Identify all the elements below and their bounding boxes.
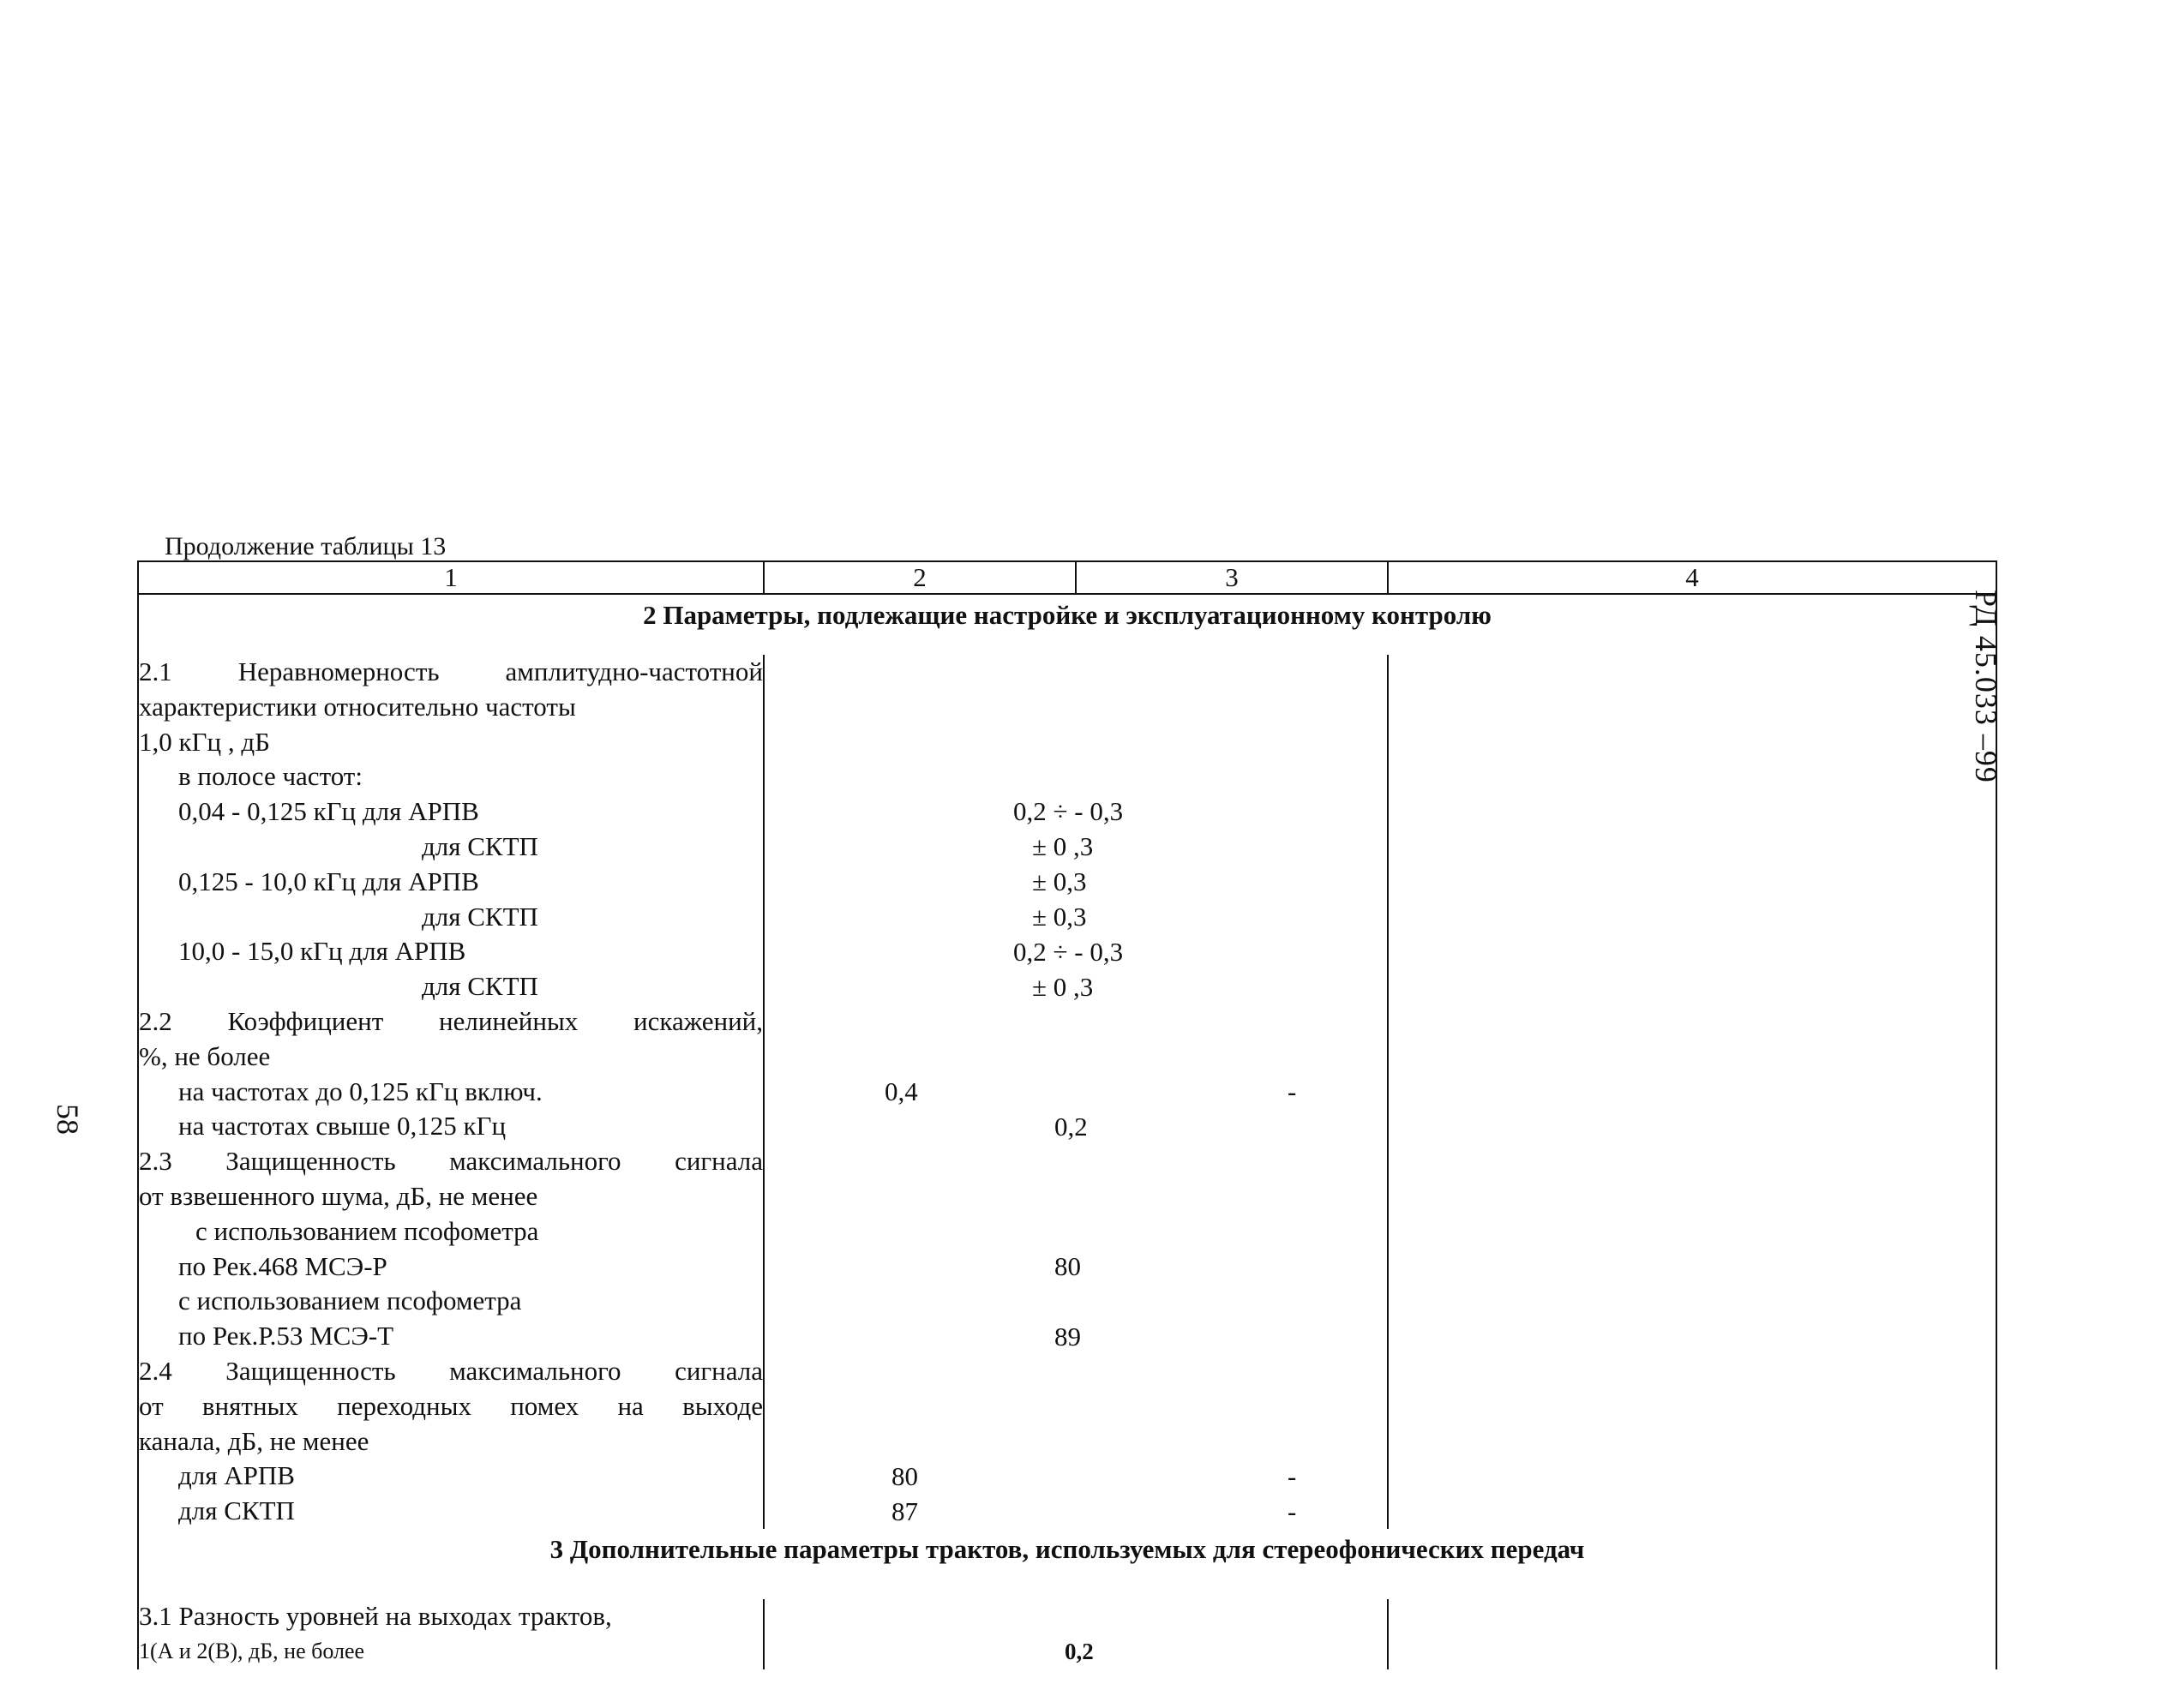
param-line: характеристики относительно частоты [139,691,576,722]
values-area [765,1599,1387,1669]
param-line: по Рек.Р.53 МСЭ-Т [178,1321,394,1351]
value-cell: ± 0,3 [1032,902,1087,932]
section-2-header-row [138,594,1996,655]
section-3-header-row [138,1529,1996,1599]
param-line: для СКТП [422,830,538,861]
param-line: %, не более [139,1040,271,1071]
param-line: с использованием псофометра [195,1215,539,1246]
notes-column [1388,655,1996,1529]
param-line: по Рек.468 МСЭ-Р [178,1250,387,1281]
param-line: 1,0 кГц , дБ [139,726,270,757]
values-area [765,655,1387,1529]
param-line: 3.1 Разность уровней на выходах трактов, [139,1601,612,1631]
value-cell: - [1288,1461,1297,1491]
column-number-3: 3 [1076,561,1388,594]
param-line: 2.4 Защищенность максимального сигнала [139,1355,763,1386]
column-number-2: 2 [764,561,1076,594]
param-line: на частотах свыше 0,125 кГц [178,1111,507,1142]
param-line: 0,125 - 10,0 кГц для АРПВ [178,866,479,896]
section-3-body-row [138,1599,1996,1669]
param-line: 10,0 - 15,0 кГц для АРПВ [178,936,466,967]
value-cell: ± 0 ,3 [1032,972,1094,1002]
value-cell: 80 [891,1461,918,1491]
section-3-title: 3 Дополнительные параметры трактов, используемых для стереофонических передач [138,1529,1996,1599]
param-line: от внятных переходных помех на выходе [139,1390,763,1421]
column-number-4: 4 [1388,561,1996,594]
param-line: для АРПВ [178,1460,295,1491]
value-cell: 0,4 [885,1076,918,1106]
param-line: с использованием псофометра [178,1285,522,1316]
value-cell: 80 [1054,1251,1081,1281]
param-line: в полосе частот: [178,761,363,792]
section-2-title: 2 Параметры, подлежащие настройке и эксплуатационному контролю [138,594,1996,655]
value-cell: 0,2 [1054,1112,1088,1142]
notes-column [1388,1599,1996,1669]
value-cell: - [1288,1076,1297,1106]
value-cell: 89 [1054,1321,1081,1351]
parameter-column [138,655,764,1529]
parameter-column [138,1599,764,1669]
value-cell: 0,2 ÷ - 0,3 [1013,937,1124,967]
value-cell: 0,2 [1065,1639,1094,1664]
param-line: для СКТП [178,1495,295,1526]
param-line: 2.2 Коэффициент нелинейных искажений, [139,1005,763,1036]
param-line: 1(А и 2(В), дБ, не более [139,1638,365,1663]
values-column [764,1599,1388,1669]
parameters-table [137,560,1997,1669]
column-number-row [138,561,1996,594]
table-caption: Продолжение таблицы 13 [165,532,447,560]
value-cell: ± 0 ,3 [1032,831,1094,861]
param-line: 2.3 Защищенность максимального сигнала [139,1146,763,1177]
value-cell: - [1288,1496,1297,1526]
param-line: для СКТП [422,971,538,1002]
param-line: 0,04 - 0,125 кГц для АРПВ [178,796,479,827]
document-code: РД 45.033 –99 [1969,590,2003,783]
param-line: на частотах до 0,125 кГц включ. [178,1076,543,1106]
values-column [764,655,1388,1529]
page-number: 58 [51,1104,85,1135]
param-line: канала, дБ, не менее [139,1425,369,1456]
param-line: для СКТП [422,901,538,932]
column-number-1: 1 [138,561,764,594]
value-cell: ± 0,3 [1032,866,1087,896]
section-2-body-row [138,655,1996,1529]
param-line: от взвешенного шума, дБ, не менее [139,1180,538,1211]
value-cell: 87 [891,1496,918,1526]
param-line: 2.1 Неравномерность амплитудно-частотной [139,656,763,686]
value-cell: 0,2 ÷ - 0,3 [1013,796,1124,826]
